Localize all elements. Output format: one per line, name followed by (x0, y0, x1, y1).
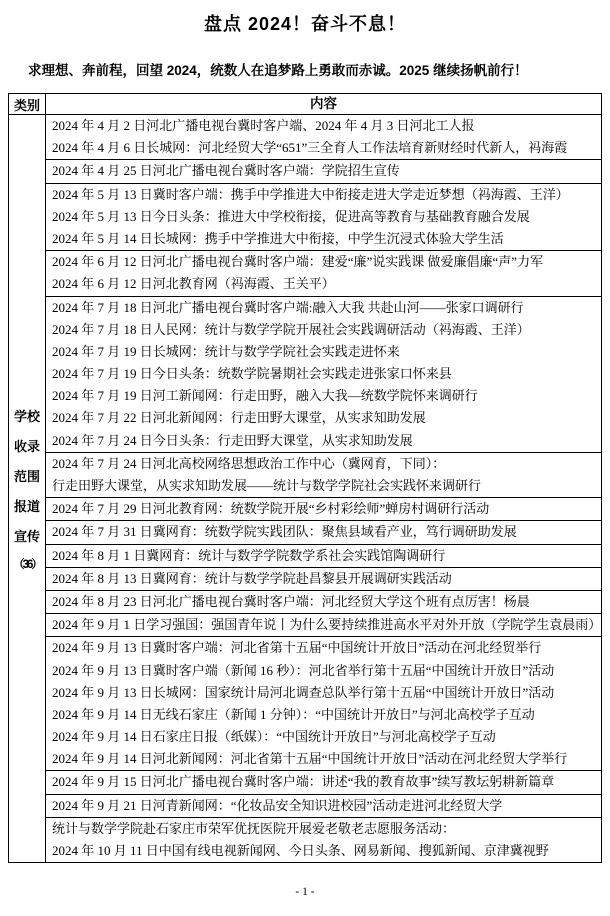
content-line: 2024 年 7 月 18 日人民网：统计与数学学院开展社会实践调研活动（祃海霞、王洋） (52, 321, 530, 337)
content-line: 2024 年 8 月 23 日河北广播电视台冀时客户端：河北经贸大学这个班有点厉害！杨晨 (52, 593, 530, 609)
content-line: 2024 年 9 月 13 日冀时客户端：河北省第十五届“中国统计开放日”活动在河北经贸举行 (52, 640, 542, 656)
content-line: 2024 年 7 月 19 日河工新闻网：行走田野，融入大我—统数学院怀来调研行 (52, 388, 478, 404)
category-line: （36） (13, 558, 41, 571)
content-line: 2024 年 7 月 24 日河北高校网络思想政治工作中心（冀网育，下同）： (52, 455, 446, 471)
table-header-row (9, 94, 601, 115)
content-line: 2024 年 9 月 14 日无线石家庄（新闻 1 分钟）：“中国统计开放日”与河北高校学子互动 (52, 706, 535, 722)
category-line: 收录 (13, 438, 40, 454)
content-line: 2024 年 9 月 13 日长城网：国家统计局河北调查总队举行第十五届“中国统计开放日”活动 (52, 684, 555, 700)
content-group (46, 184, 601, 252)
category-line: 范围 (13, 468, 40, 484)
content-line: 2024 年 4 月 2 日河北广播电视台冀时客户端、2024 年 4 月 3 日河北工人报 (52, 118, 475, 133)
content-group (46, 771, 601, 794)
content-line: 2024 年 5 月 14 日长城网：携手中学推进大中衔接，中学生沉浸式体验大学生活 (52, 230, 504, 246)
report-table (8, 93, 602, 863)
content-line: 2024 年 7 月 31 日冀网育：统数学院实践团队：聚焦县域看产业，笃行调研助发展 (52, 524, 517, 540)
content-group (46, 637, 601, 771)
content-line: 2024 年 9 月 15 日河北广播电视台冀时客户端：讲述“我的教育故事”续写教坛躬耕新篇章 (52, 774, 555, 790)
content-line: 2024 年 5 月 13 日今日头条：推进大中学校衔接，促进高等教育与基础教育融合发展 (52, 208, 530, 224)
content-group (46, 795, 601, 818)
category-cell (9, 115, 46, 862)
content-line: 2024 年 9 月 13 日冀时客户端（新闻 16 秒）：河北省举行第十五届“中国统计开放日”活动 (52, 662, 555, 678)
content-group (46, 115, 601, 160)
content-group (46, 818, 601, 862)
content-line: 2024 年 7 月 19 日长城网：统计与数学学院社会实践走进怀来 (52, 343, 400, 359)
content-group (46, 453, 601, 498)
page-subtitle: 求理想、奔前程，回望 2024，统数人在追梦路上勇敢而赤诚。2025 继续扬帆前行！ (28, 63, 528, 78)
content-group (46, 591, 601, 614)
content-line: 2024 年 4 月 6 日长城网：河北经贸大学“651”三全育人工作法培育新财经时代新人，祃海霞 (52, 140, 568, 156)
content-line: 2024 年 9 月 1 日学习强国：强国青年说丨为什么要持续推进高水平对外开放（学院学生袁晨雨） (52, 617, 601, 633)
content-group (46, 160, 601, 183)
content-line: 统计与数学学院赴石家庄市荣军优抚医院开展爱老敬老志愿服务活动： (52, 820, 456, 836)
content-line: 2024 年 7 月 29 日河北教育网：统数学院开展“乡村彩绘师”蝉房村调研行活动 (52, 501, 490, 517)
content-line: 2024 年 9 月 14 日石家庄日报（纸媒）：“中国统计开放日”与河北高校学子互动 (52, 729, 496, 745)
content-column (46, 115, 601, 862)
content-group (46, 498, 601, 521)
content-line: 2024 年 7 月 22 日河北新闻网：行走田野大课堂，从实求知助发展 (52, 410, 426, 426)
content-line: 2024 年 7 月 19 日今日头条：统数学院暑期社会实践走进张家口怀来县 (52, 366, 452, 382)
content-header-cell: 内容 (310, 96, 337, 111)
page-title: 盘点 2024！奋斗不息！ (203, 14, 407, 34)
content-line: 2024 年 7 月 24 日今日头条：行走田野大课堂，从实求知助发展 (52, 432, 413, 448)
content-group (46, 297, 601, 453)
content-line: 2024 年 8 月 1 日冀网育：统计与数学学院数学系社会实践馆陶调研行 (52, 547, 446, 563)
content-group (46, 545, 601, 568)
category-line: 宣传 (13, 528, 40, 544)
category-header-cell: 类别 (9, 94, 46, 114)
content-line: 2024 年 10 月 11 日中国有线电视新闻网、今日头条、网易新闻、搜狐新闻、京津冀视野 (52, 843, 549, 858)
content-line: 2024 年 7 月 18 日河北广播电视台冀时客户端:融入大我 共赴山河——张家口调研行 (52, 299, 524, 315)
content-line: 2024 年 9 月 21 日河青新闻网：“化妆品安全知识进校园”活动走进河北经贸大学 (52, 797, 503, 813)
content-group (46, 521, 601, 544)
content-line: 2024 年 6 月 12 日河北教育网（祃海霞、王关平） (52, 276, 335, 292)
content-line: 2024 年 6 月 12 日河北广播电视台冀时客户端：建爱“廉”说实践课 做爱廉倡廉“声”力军 (52, 254, 544, 270)
content-line: 2024 年 9 月 14 日河北新闻网：河北省第十五届“中国统计开放日”活动在河北经贸大学举行 (52, 751, 568, 767)
category-line: 报道 (13, 498, 40, 514)
content-line: 2024 年 8 月 13 日冀网育：统计与数学学院赴昌黎县开展调研实践活动 (52, 570, 452, 586)
table-body (9, 115, 601, 862)
category-line: 学校 (13, 408, 40, 424)
page-number: - 1 - (295, 886, 315, 898)
content-group (46, 568, 601, 591)
content-line: 2024 年 4 月 25 日河北广播电视台冀时客户端：学院招生宣传 (52, 163, 400, 179)
content-group (46, 614, 601, 637)
content-line: 行走田野大课堂，从实求知助发展——统计与数学学院社会实践怀来调研行 (52, 478, 482, 493)
content-line: 2024 年 5 月 13 日冀时客户端：携手中学推进大中衔接走进大学走近梦想（祃海霞、王洋） (52, 186, 569, 202)
content-group (46, 251, 601, 296)
